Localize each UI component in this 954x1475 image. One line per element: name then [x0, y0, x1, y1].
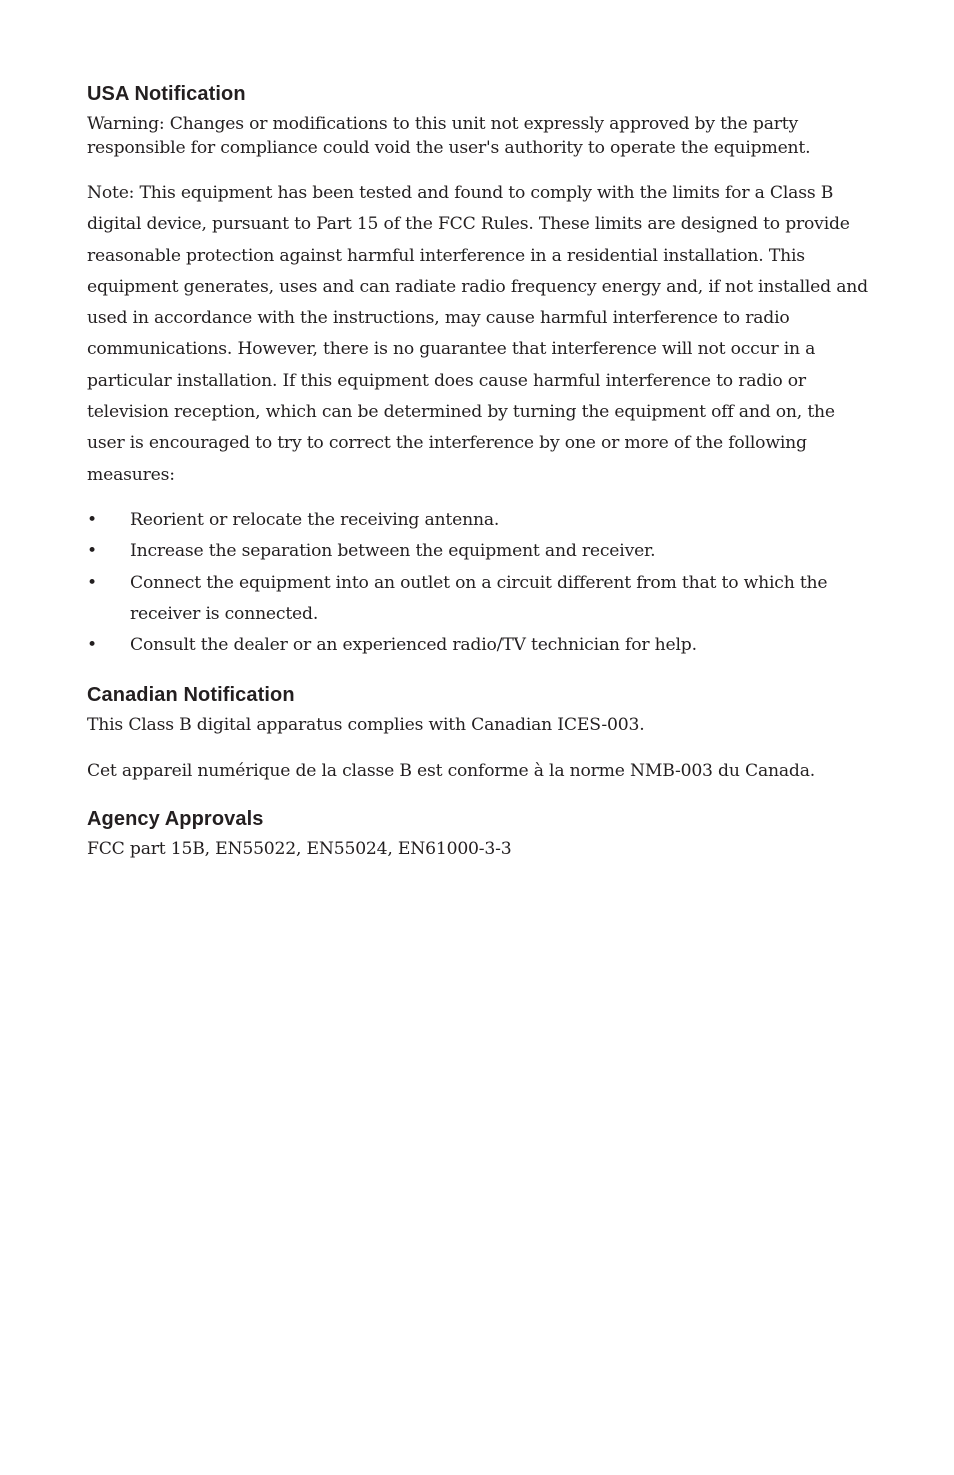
canada-french-paragraph: Cet appareil numérique de la classe B est conforme à la norme NMB-003 du Canada. — [87, 761, 816, 782]
agency-approvals-section — [87, 807, 872, 861]
list-item — [87, 536, 872, 567]
agency-approvals-text: FCC part 15B, EN55022, EN55024, EN61000-3-3 — [87, 839, 512, 860]
measures-list — [87, 505, 872, 661]
bullet-icon: • — [87, 509, 97, 530]
measure-text: Increase the separation between the equipment and receiver. — [130, 541, 656, 562]
document-page — [87, 82, 872, 861]
canada-english-paragraph: This Class B digital apparatus complies with Canadian ICES-003. — [87, 715, 645, 736]
measure-text: Consult the dealer or an experienced radio/TV technician for help. — [130, 635, 697, 656]
bullet-icon: • — [87, 635, 97, 656]
usa-notification-section — [87, 82, 872, 661]
usa-warning-paragraph: Warning: Changes or modifications to this unit not expressly approved by the party responsible for compliance could void the user's authority to operate the equipment. — [87, 114, 811, 158]
list-item — [87, 630, 872, 661]
bullet-icon: • — [87, 541, 97, 562]
list-item — [87, 505, 872, 536]
agency-approvals-heading: Agency Approvals — [87, 808, 264, 831]
bullet-icon: • — [87, 572, 97, 593]
usa-note-paragraph: Note: This equipment has been tested and found to comply with the limits for a Class B digital device, pursuant to Part 15 of the FCC Rules. These limits are designed to provide reasonable protection against harmful interference in a residential installation. This equipment generates, uses and can radiate radio frequency energy and, if not installed and used in accordance with the instructions, may cause harmful interference to radio communications. However, there is no guarantee that interference will not occur in a particular installation. If this equipment does cause harmful interference to radio or television reception, which can be determined by turning the equipment off and on, the user is encouraged to try to correct the interference by one or more of the following measures: — [87, 183, 868, 485]
usa-notification-heading: USA Notification — [87, 83, 246, 105]
list-item — [87, 568, 872, 631]
canadian-notification-section — [87, 683, 872, 783]
canadian-notification-heading: Canadian Notification — [87, 684, 295, 707]
measure-text: Connect the equipment into an outlet on a circuit different from that to which the receiver is connected. — [130, 572, 828, 624]
measure-text: Reorient or relocate the receiving antenna. — [130, 509, 500, 530]
